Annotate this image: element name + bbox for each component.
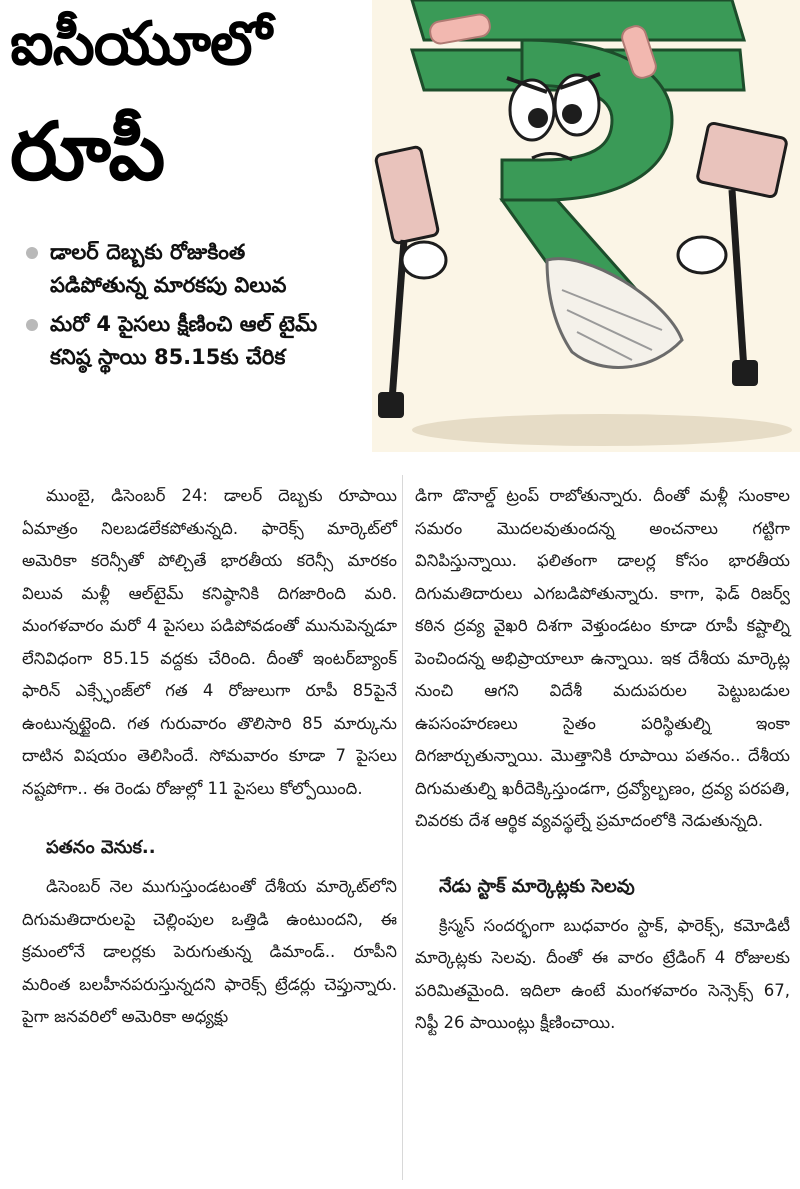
bullet-item bbox=[20, 236, 320, 302]
headline-line-1: ఐసీయూలో bbox=[10, 9, 271, 79]
left-hand bbox=[402, 242, 446, 278]
highlight-bullets bbox=[20, 236, 320, 374]
headline-line-2: రూపీ bbox=[10, 105, 166, 198]
bullet-dot-icon bbox=[26, 319, 38, 331]
article-paragraph: డిసెంబర్ నెల ముగుస్తుండటంతో దేశీయ మార్కెట్‌లోని దిగుమతిదారులపై చెల్లింపుల ఒత్తిడి ఉంటుందని, ఈ క్రమంలోనే డాలర్లకు పెరుగుతున్న డిమాండ్.. రూపీని మరింత బలహీనపరుస్తున్నదని ఫారెక్స్ ట్రేడర్లు చెప్తున్నారు. పైగా జనవరిలో అమెరికా అధ్యక్షు bbox=[22, 877, 397, 1026]
right-pupil bbox=[562, 104, 582, 124]
left-pupil bbox=[528, 108, 548, 128]
subheading-behind-fall: పతనం వెనుక.. bbox=[46, 837, 156, 858]
right-crutch-foot bbox=[732, 360, 758, 386]
article-right-column bbox=[415, 480, 790, 1040]
bullet-text: డాలర్ దెబ్బకు రోజుకింత పడిపోతున్న మారకపు విలువ bbox=[50, 240, 287, 297]
left-crutch-foot bbox=[378, 392, 404, 418]
bullet-text: మరో 4 పైసలు క్షీణించి ఆల్ టైమ్ కనిష్ఠ స్థాయి 85.15కు చేరిక bbox=[50, 312, 318, 369]
bullet-dot-icon bbox=[26, 247, 38, 259]
right-hand bbox=[678, 237, 726, 273]
ground-shadow bbox=[412, 414, 792, 446]
column-divider bbox=[402, 475, 403, 1180]
subheading-market-holiday: నేడు స్టాక్ మార్కెట్లకు సెలవు bbox=[439, 875, 635, 897]
article-paragraph: క్రిస్మస్ సందర్భంగా బుధవారం స్టాక్, ఫారెక్స్, కమోడిటీ మార్కెట్లకు సెలవు. దీంతో ఈ వారం ట్రేడింగ్ 4 రోజులకు పరిమితమైంది. ఇదిలా ఉంటే మంగళవారం సెన్సెక్స్ 67, నిఫ్టీ 26 పాయింట్లు క్షీణించాయి. bbox=[415, 915, 790, 1032]
article-left-column bbox=[22, 480, 397, 1034]
rupee-crutches-cartoon bbox=[372, 0, 800, 452]
bullet-item bbox=[20, 308, 320, 374]
article-paragraph: డిగా డొనాల్డ్ ట్రంప్ రాబోతున్నారు. దీంతో మళ్లీ సుంకాల సమరం మొదలవుతుందన్న అంచనాలు గట్టిగా వినిపిస్తున్నాయి. ఫలితంగా డాలర్ల కోసం భారతీయ దిగుమతిదారులు ఎగబడిపోతున్నారు. కాగా, ఫెడ్ రిజర్వ్ కఠిన ద్రవ్య వైఖరి దిశగా వెళ్తుండటం కూడా రూపీ కష్టాల్ని పెంచిందన్న అభిప్రాయాలూ ఉన్నాయి. ఇక దేశీయ మార్కెట్ల నుంచి ఆగని విదేశీ మదుపరుల పెట్టుబడుల ఉపసంహరణలు సైతం పరిస్థితుల్ని ఇంకా దిగజార్చుతున్నాయి. మొత్తానికి రూపాయి పతనం.. దేశీయ దిగుమతుల్ని ఖరీదెక్కిస్తుండగా, ద్రవ్యోల్బణం, ద్రవ్య పరపతి, చివరకు దేశ ఆర్థిక వ్యవస్థల్నే ప్రమాదంలోకి నెడుతున్నది. bbox=[415, 486, 790, 830]
article-paragraph: ముంబై, డిసెంబర్ 24: డాలర్ దెబ్బకు రూపాయి ఏమాత్రం నిలబడలేకపోతున్నది. ఫారెక్స్ మార్కెట్‌లో అమెరికా కరెన్సీతో పోల్చితే భారతీయ కరెన్సీ మారకం విలువ మళ్లీ ఆల్‌టైమ్ కనిష్ఠానికి దిగజారింది మరి. మంగళవారం మరో 4 పైసలు పడిపోవడంతో మునుపెన్నడూ లేనివిధంగా 85.15 వద్దకు చేరింది. దీంతో ఇంటర్‌బ్యాంక్ ఫారిన్ ఎక్స్ఛేంజ్‌లో గత 4 రోజులుగా రూపీ 85పైనే ఉంటున్నట్టైంది. గత గురువారం తొలిసారి 85 మార్కును దాటిన విషయం తెలిసిందే. సోమవారం కూడా 7 పైసలు నష్టపోగా.. ఈ రెండు రోజుల్లో 11 పైసలు కోల్పోయింది. bbox=[22, 486, 397, 798]
